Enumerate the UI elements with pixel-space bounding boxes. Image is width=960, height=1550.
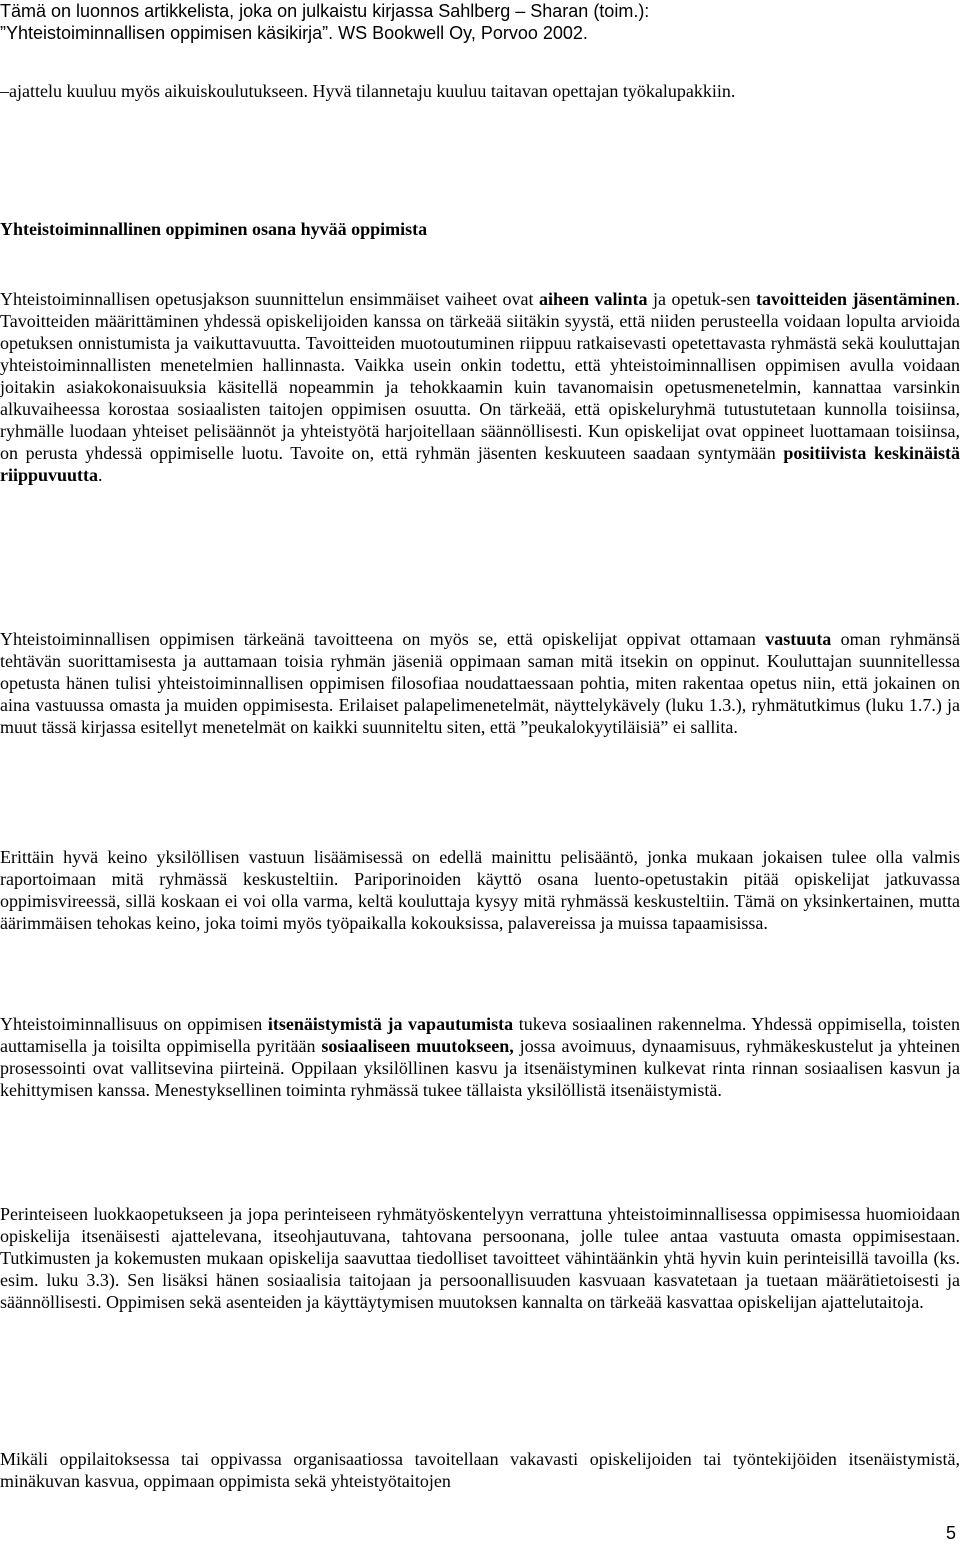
header-line-2: ”Yhteistoiminnallisen oppimisen käsikirja”. WS Bookwell Oy, Porvoo 2002. — [0, 23, 588, 43]
p1-text-e: . — [98, 465, 103, 485]
paragraph-5 — [0, 1203, 960, 1313]
page-number: 5 — [945, 1523, 956, 1543]
p4-bold-independence: itsenäistymistä ja vapautumista — [267, 1014, 514, 1034]
p2-text-a: Yhteistoiminnallisen oppimisen tärkeänä tavoitteena on myös se, että opiskelijat oppivat ottamaan — [0, 629, 766, 649]
p4-text-d: jossa avoimuus, dynaamisuus, ryhmäkeskustelut ja yhteinen prosessointi ovat vallitsevina piirteinä. Oppilaan yksilöllinen kasvu ja itsenäistyminen kulkevat rinta rinnan sosiaalisen kasvun ja kehittymisen kanssa. Menestyksellinen toiminta ryhmässä tukee tällaista yksilöllistä itsenäistymistä. — [0, 1036, 960, 1100]
p1-bold-interdependence: positiivista keskinäistä riippuvuutta — [0, 443, 960, 485]
intro-text: –ajattelu kuuluu myös aikuiskoulutukseen. Hyvä tilannetaju kuuluu taitavan opettajan työkalupakkiin. — [0, 81, 736, 101]
p1-text-d: . Tavoitteiden määrittäminen yhdessä opiskelijoiden kanssa on tärkeää siitäkin syystä, että niiden perusteella voidaan lopulta arvioida opetuksen onnistumista ja vaikuttavuutta. Tavoitteiden muotoutuminen riippuu ratkaisevasti opetettavasta ryhmästä sekä kouluttajan yhteistoiminnallisten menetelmien hallinnasta. Vaikka usein onkin todettu, että yhteistoiminnallisen oppimisen avulla voidaan joitakin asiakokonaisuuksia käsitellä nopeammin ja tehokkaamin kuin tavanomaisin opetusmenetelmin, kannattaa varsinkin alkuvaiheessa korostaa sosiaalisten taitojen oppimisen osuutta. On tärkeää, että opiskeluryhmä tutustutetaan kunnolla toisiinsa, ryhmälle luodaan yhteiset pelisäännöt ja yhteistyötä harjoitellaan säännöllisesti. Kun opiskelijat ovat oppineet luottamaan toisiinsa, on perusta yhdessä oppimiselle luotu. Tavoite on, että ryhmän jäsenten keskuuteen saadaan syntymään — [0, 289, 960, 463]
p1-text-c: ja opetuk-sen — [647, 289, 757, 309]
paragraph-6 — [0, 1448, 960, 1492]
section-heading: Yhteistoiminnallinen oppiminen osana hyvää oppimista — [0, 219, 428, 239]
p4-text-a: Yhteistoiminnallisuus on oppimisen — [0, 1014, 268, 1034]
p1-bold-topic: aiheen valinta — [538, 289, 648, 309]
intro-paragraph — [0, 80, 960, 102]
p1-text-a: Yhteistoiminnallisen opetusjakson suunnittelun ensimmäiset vaiheet ovat — [0, 289, 539, 309]
header-line-1: Tämä on luonnos artikkelista, joka on julkaistu kirjassa Sahlberg – Sharan (toim.): — [0, 1, 650, 21]
p4-text-c: tukeva sosiaalinen rakennelma. Yhdessä oppimisella, toisten auttamisella ja toisilta oppimisella pyritään — [0, 1014, 960, 1056]
p2-bold-responsibility: vastuuta — [765, 629, 832, 649]
p5-text: Perinteiseen luokkaopetukseen ja jopa perinteiseen ryhmätyöskentelyyn verrattuna yhteistoiminnallisessa oppimisessa huomioidaan opiskelija itsenäisesti ajattelevana, itseohjautuvana, tahtovana persoonana, jolle tulee antaa vastuuta omasta oppimisestaan. Tutkimusten ja kokemusten mukaan opiskelija saavuttaa tiedolliset tavoitteet vähintäänkin yhtä hyvin kuin perinteisillä tavoilla (ks. esim. luku 3.3). Sen lisäksi hänen sosiaalisia taitojaan ja persoonallisuuden kasvuaan kasvatetaan ja tuetaan määrätietoisesti ja säännöllisesti. Oppimisen sekä asenteiden ja käyttäytymisen muutoksen kannalta on tärkeää kasvattaa opiskelijan ajattelutaitoja. — [0, 1204, 960, 1312]
p4-bold-social-change: sosiaaliseen muutokseen, — [321, 1036, 514, 1056]
p6-text: Mikäli oppilaitoksessa tai oppivassa organisaatiossa tavoitellaan vakavasti opiskelijoiden tai työntekijöiden itsenäistymistä, minäkuvan kasvua, oppimaan oppimista sekä yhteistyötaitojen — [0, 1449, 960, 1491]
paragraph-4 — [0, 1013, 960, 1101]
p2-text-c: oman ryhmänsä tehtävän suorittamisesta ja auttamaan toisia ryhmän jäseniä oppimaan saman mitä itsekin on oppinut. Kouluttajan suunnitellessa opetusta hänen tulisi yhteistoiminnallisen oppimisen filosofiaa noudattaessaan pohtia, miten rakentaa opetus niin, että jokainen on aina vastuussa omasta ja muiden oppimisesta. Erilaiset palapelimenetelmät, näyttelykävely (luku 1.3.), ryhmätutkimus (luku 1.7.) ja muut tässä kirjassa esitellyt menetelmät on kaikki suunniteltu siten, että ”peukalokyytiläisiä” ei sallita. — [0, 629, 960, 737]
p3-text: Erittäin hyvä keino yksilöllisen vastuun lisäämisessä on edellä mainittu pelisääntö, jonka mukaan jokaisen tulee olla valmis raportoimaan mitä ryhmässä keskusteltiin. Pariporinoiden käyttö osana luento-opetustakin pitää opiskelijat jatkuvassa oppimisvireessä, sillä koskaan ei voi olla varma, keltä kouluttaja kysyy mitä ryhmässä keskusteltiin. Tämä on yksinkertainen, mutta äärimmäisen tehokas keino, joka toimi myös työpaikalla kokouksissa, palavereissa ja muissa tapaamisissa. — [0, 847, 960, 933]
page-header — [0, 0, 960, 44]
paragraph-2 — [0, 628, 960, 738]
p1-bold-goals: tavoitteiden jäsentäminen — [756, 289, 956, 309]
paragraph-3 — [0, 846, 960, 934]
paragraph-1 — [0, 288, 960, 486]
